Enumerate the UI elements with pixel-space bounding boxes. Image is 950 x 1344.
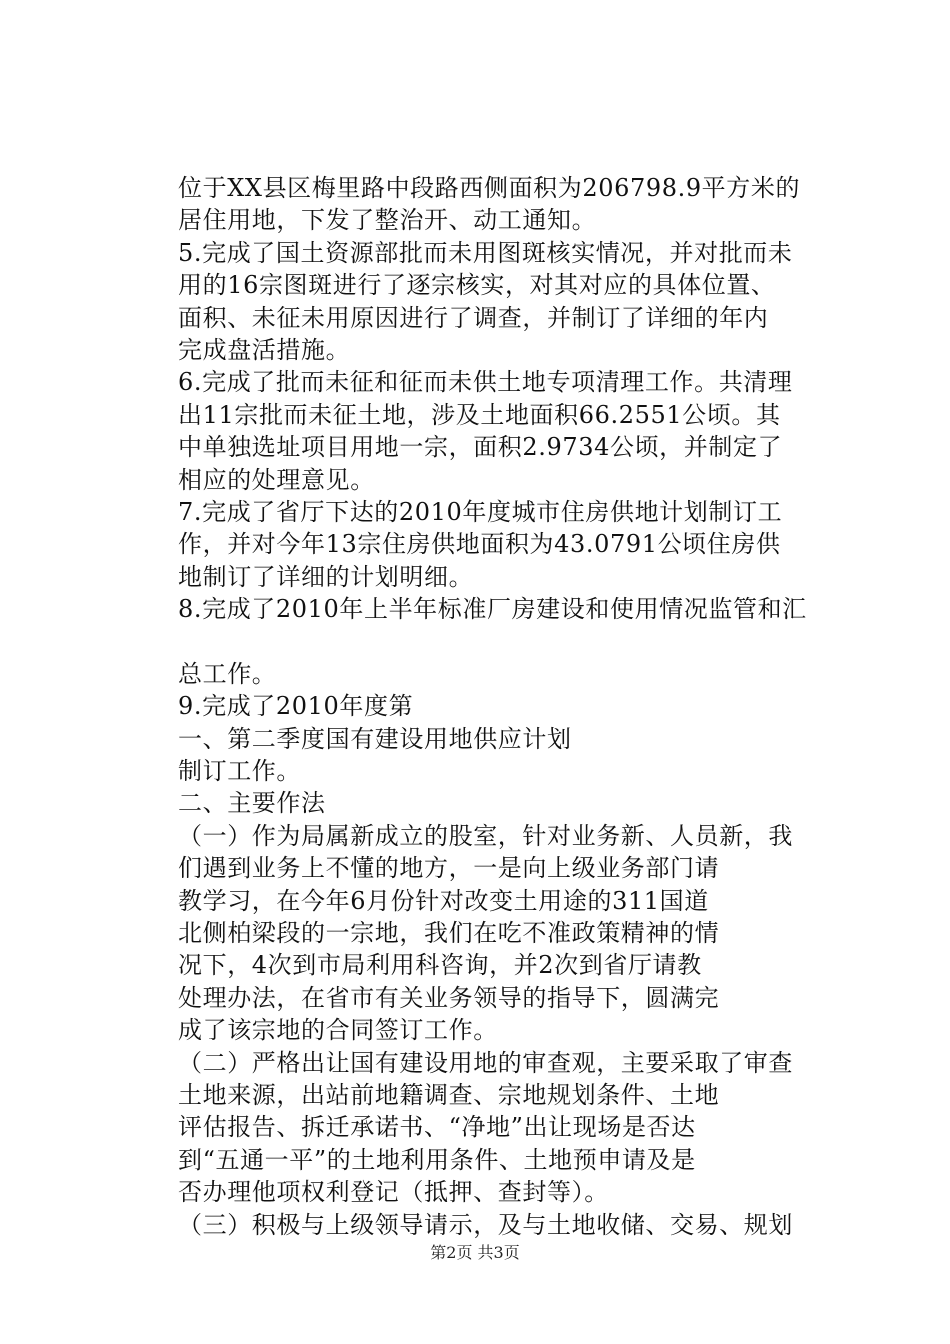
text-line: 一、第二季度国有建设用地供应计划 (178, 724, 572, 753)
text-line: 作，并对今年13宗住房供地面积为43.0791公顷住房供 (178, 530, 781, 559)
text-line: 相应的处理意见。 (178, 465, 375, 494)
text-line: （二）严格出让国有建设用地的审查观，主要采取了审查 (178, 1048, 793, 1077)
page-footer: 第2页 共3页 (430, 1243, 520, 1262)
text-line: 北侧柏梁段的一宗地，我们在吃不准政策精神的情 (178, 918, 720, 947)
text-line: 居住用地，下发了整治开、动工通知。 (178, 206, 597, 235)
text-line: 8.完成了2010年上半年标准厂房建设和使用情况监管和汇 (178, 595, 807, 624)
text-line: 5.完成了国土资源部批而未用图斑核实情况，并对批而未 (178, 238, 793, 267)
blank-line (178, 625, 878, 657)
text-line: 9.完成了2010年度第 (178, 692, 414, 721)
text-line: 制订工作。 (178, 757, 301, 786)
text-line: 出11宗批而未征土地，涉及土地面积66.2551公顷。其 (178, 400, 781, 429)
text-line: 成了该宗地的合同签订工作。 (178, 1016, 498, 1045)
text-line: （三）积极与上级领导请示，及与土地收储、交易、规划 (178, 1210, 793, 1239)
text-line: 总工作。 (178, 659, 277, 688)
text-line: 7.完成了省厅下达的2010年度城市住房供地计划制订工 (178, 497, 783, 526)
text-line: 完成盘活措施。 (178, 335, 351, 364)
text-line: 们遇到业务上不懂的地方，一是向上级业务部门请 (178, 854, 720, 883)
text-line: 位于XX县区梅里路中段路西侧面积为206798.9平方米的 (178, 174, 801, 202)
text-line: 6.完成了批而未征和征而未供土地专项清理工作。共清理 (178, 368, 793, 397)
text-line: 二、主要作法 (178, 789, 326, 818)
text-line: 中单独选址项目用地一宗，面积2.9734公顷，并制定了 (178, 433, 783, 462)
text-line: 否办理他项权利登记（抵押、查封等）。 (178, 1178, 609, 1207)
text-line: 面积、未征未用原因进行了调查，并制订了详细的年内 (178, 303, 769, 332)
text-line: 地制订了详细的计划明细。 (178, 562, 474, 591)
text-line: 到“五通一平”的土地利用条件、土地预申请及是 (178, 1145, 696, 1174)
text-line: 教学习，在今年6月份针对改变土用途的311国道 (178, 886, 709, 915)
document-body (178, 172, 878, 1241)
text-line: 用的16宗图斑进行了逐宗核实，对其对应的具体位置、 (178, 271, 776, 300)
text-line: 土地来源，出站前地籍调查、宗地规划条件、土地 (178, 1080, 720, 1109)
text-line: 评估报告、拆迁承诺书、“净地”出让现场是否达 (178, 1113, 696, 1142)
text-line: 处理办法，在省市有关业务领导的指导下，圆满完 (178, 983, 720, 1012)
text-line: （一）作为局属新成立的股室，针对业务新、人员新，我 (178, 821, 793, 850)
text-line: 况下，4次到市局利用科咨询，并2次到省厅请教 (178, 951, 702, 980)
